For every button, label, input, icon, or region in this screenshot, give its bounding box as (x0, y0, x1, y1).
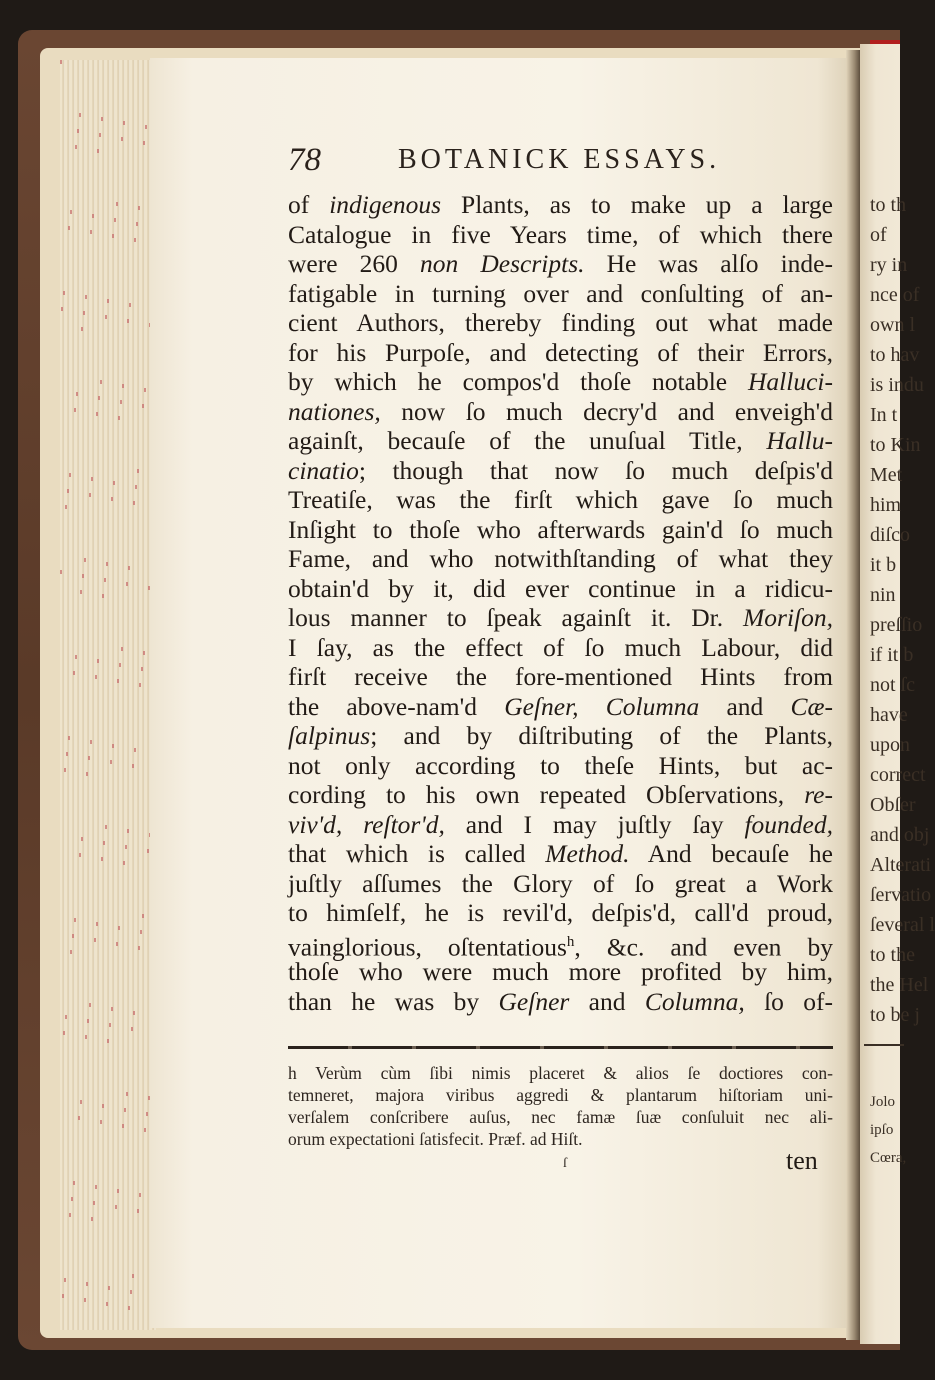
edge-speckle (117, 679, 119, 683)
edge-speckle (126, 1092, 128, 1096)
edge-speckle (121, 137, 123, 141)
edge-speckle (123, 861, 125, 865)
edge-speckle (124, 1108, 126, 1112)
facing-page-fragment: Alterati (870, 854, 932, 876)
edge-speckle (139, 683, 141, 687)
edge-speckle (121, 647, 123, 651)
edge-speckle (97, 149, 99, 153)
edge-speckle (90, 740, 92, 744)
edge-speckle (144, 1128, 146, 1132)
edge-speckle (97, 659, 99, 663)
body-line: cient Authors, thereby finding out what made (288, 308, 833, 337)
edge-speckle (133, 501, 135, 505)
facing-page-fragment: to Kin (870, 434, 921, 456)
body-line: cording to his own repeated Obſervations, re- (288, 780, 833, 809)
facing-page-fragment: Jolo (870, 1094, 896, 1110)
edge-speckle (107, 1039, 109, 1043)
edge-speckle (90, 230, 92, 234)
body-line: againſt, becauſe of the unuſual Title, Hallu- (288, 426, 833, 455)
edge-speckle (81, 327, 83, 331)
facing-page-fragment: ipſo (870, 1122, 894, 1138)
facing-page-fragment: nce of (870, 284, 920, 306)
edge-speckle (137, 469, 139, 473)
edge-speckle (135, 485, 137, 489)
edge-speckle (112, 234, 114, 238)
body-line: nationes, now ſo much decry'd and enveigh'd (288, 396, 833, 426)
edge-speckle (116, 942, 118, 946)
edge-speckle (125, 845, 127, 849)
facing-page-fragment: diſco (870, 524, 910, 546)
edge-speckle (111, 1007, 113, 1011)
edge-speckle (95, 1185, 97, 1189)
edge-speckle (80, 1100, 82, 1104)
edge-speckle (108, 1286, 110, 1290)
edge-speckle (113, 481, 115, 485)
edge-speckle (79, 853, 81, 857)
edge-speckle (74, 408, 76, 412)
edge-speckle (119, 663, 121, 667)
edge-speckle (69, 1213, 71, 1217)
facing-page (860, 44, 935, 1344)
edge-speckle (123, 121, 125, 125)
edge-speckle (61, 307, 63, 311)
facing-page-fragment: to the (870, 944, 915, 966)
edge-speckle (110, 760, 112, 764)
edge-speckle (63, 1031, 65, 1035)
facing-page-fragment: to th (870, 194, 907, 216)
body-line: were 260 non Descripts. He was alſo inde- (288, 249, 833, 278)
edge-speckle (75, 655, 77, 659)
edge-speckle (111, 497, 113, 501)
edge-speckle (92, 214, 94, 218)
edge-speckle (146, 1112, 148, 1116)
gutter (846, 50, 860, 1340)
edge-speckle (96, 412, 98, 416)
edge-speckle (102, 594, 104, 598)
edge-speckle (95, 675, 97, 679)
edge-speckle (143, 141, 145, 145)
edge-speckle (83, 311, 85, 315)
edge-speckle (145, 125, 147, 129)
body-line: than he was by Geſner and Columna, ſo of- (288, 986, 833, 1016)
facing-page-fragment: own l (870, 314, 915, 336)
body-line: thoſe who were much more profited by him, (288, 957, 833, 986)
edge-speckle (144, 388, 146, 392)
edge-speckle (63, 291, 65, 295)
facing-page-fragment: him (870, 494, 902, 516)
footnote-line: temneret, majora viribus aggredi & plantarum hiſtoriam uni- (288, 1085, 833, 1105)
facing-page-fragment: have (870, 704, 908, 726)
edge-speckle (132, 1274, 134, 1278)
facing-page-fragment: Obſer (870, 794, 916, 816)
edge-speckle (101, 117, 103, 121)
edge-speckle (74, 918, 76, 922)
facing-page-fragment: of (870, 224, 887, 246)
facing-page-fragment: if it b (870, 644, 914, 666)
edge-speckle (78, 1116, 80, 1120)
edge-speckle (68, 226, 70, 230)
edge-speckle (112, 744, 114, 748)
edge-speckle (138, 946, 140, 950)
edge-speckle (126, 582, 128, 586)
edge-speckle (82, 574, 84, 578)
running-header (288, 142, 758, 186)
body-line: firſt receive the fore-mentioned Hints from (288, 662, 833, 691)
page-number: 78 (288, 142, 321, 178)
edge-speckle (106, 1302, 108, 1306)
edge-speckle (107, 299, 109, 303)
body-line: Treatiſe, was the firſt which gave ſo much (288, 485, 833, 514)
edge-speckle (134, 748, 136, 752)
page-edges (60, 60, 156, 1330)
facing-page-fragment: Met (870, 464, 903, 486)
edge-speckle (136, 222, 138, 226)
edge-speckle (91, 477, 93, 481)
facing-page-fragment: the Hel (870, 974, 929, 996)
edge-speckle (72, 934, 74, 938)
edge-speckle (81, 837, 83, 841)
edge-speckle (104, 578, 106, 582)
body-line: of indigenous Plants, as to make up a large (288, 190, 833, 219)
edge-speckle (140, 930, 142, 934)
footnote (288, 1062, 833, 1150)
edge-speckle (109, 1023, 111, 1027)
body-line: lous manner to ſpeak againſt it. Dr. Moriſon, (288, 603, 833, 632)
body-line: for his Purpoſe, and detecting of their Errors, (288, 337, 833, 367)
body-line: to himſelf, he is revil'd, deſpis'd, call'd proud, (288, 898, 833, 927)
edge-speckle (143, 651, 145, 655)
edge-speckle (71, 1197, 73, 1201)
body-line: Catalogue in five Years time, of which there (288, 219, 833, 249)
edge-speckle (120, 400, 122, 404)
edge-speckle (99, 133, 101, 137)
edge-speckle (127, 829, 129, 833)
edge-speckle (85, 295, 87, 299)
edge-speckle (115, 1205, 117, 1209)
edge-speckle (137, 1209, 139, 1213)
edge-speckle (141, 667, 143, 671)
edge-speckle (73, 671, 75, 675)
edge-speckle (80, 590, 82, 594)
facing-page-fragment: Cœra, (870, 1150, 907, 1166)
facing-page-fragment: is indu (870, 374, 924, 396)
edge-speckle (122, 384, 124, 388)
edge-speckle (127, 319, 129, 323)
edge-speckle (65, 505, 67, 509)
edge-speckle (94, 938, 96, 942)
edge-speckle (114, 218, 116, 222)
facing-page-fragment: to hav (870, 344, 920, 366)
body-line: ſalpinus; and by diſtributing of the Plants, (288, 721, 833, 750)
edge-speckle (93, 1201, 95, 1205)
edge-speckle (66, 752, 68, 756)
facing-page-fragment: to be j (870, 1004, 920, 1026)
edge-speckle (67, 489, 69, 493)
facing-page-fragment: ry in (870, 254, 908, 276)
edge-speckle (84, 558, 86, 562)
body-line: viv'd, reſtor'd, and I may juſtly ſay founded, (288, 809, 833, 839)
signature-mark: ſ (563, 1156, 567, 1171)
edge-speckle (76, 392, 78, 396)
facing-page-fragment: ſervatio (870, 884, 932, 906)
body-line: juſtly aſſumes the Glory of ſo great a Work (288, 868, 833, 898)
edge-speckle (106, 562, 108, 566)
edge-speckle (64, 768, 66, 772)
edge-speckle (70, 210, 72, 214)
footnote-line: verſalem conſcribere auſus, nec famæ ſuæ conſuluit nec ali- (288, 1107, 833, 1127)
edge-speckle (147, 849, 149, 853)
edge-speckle (89, 1003, 91, 1007)
edge-speckle (91, 1217, 93, 1221)
edge-speckle (79, 113, 81, 117)
edge-speckle (65, 1015, 67, 1019)
edge-speckle (139, 1193, 141, 1197)
edge-speckle (73, 1181, 75, 1185)
edge-speckle (103, 841, 105, 845)
footnote-line: orum expectationi ſatisfecit. Præf. ad Hiſt. (288, 1129, 583, 1149)
edge-speckle (117, 1189, 119, 1193)
footnote-rule (288, 1046, 833, 1049)
body-line: that which is called Method. And becauſe he (288, 839, 833, 868)
edge-speckle (86, 1282, 88, 1286)
facing-page-fragment: In t (870, 404, 898, 426)
edge-speckle (138, 206, 140, 210)
edge-speckle (69, 473, 71, 477)
edge-speckle (68, 736, 70, 740)
body-line: I ſay, as the effect of ſo much Labour, did (288, 632, 833, 662)
footnote-line: h Verùm cùm ſibi nimis placeret & alios ſe doctiores con- (288, 1063, 833, 1083)
edge-speckle (142, 404, 144, 408)
body-line: the above-nam'd Geſner, Columna and Cæ- (288, 691, 833, 721)
facing-page-fragment: nin (870, 584, 896, 606)
edge-speckle (128, 566, 130, 570)
edge-speckle (101, 857, 103, 861)
edge-speckle (142, 914, 144, 918)
edge-speckle (102, 1104, 104, 1108)
edge-speckle (131, 1027, 133, 1031)
body-line: by which he compos'd thoſe notable Halluci- (288, 367, 833, 396)
edge-speckle (77, 129, 79, 133)
edge-speckle (100, 380, 102, 384)
edge-speckle (133, 1011, 135, 1015)
body-line: cinatio; though that now ſo much deſpis'd (288, 455, 833, 485)
facing-page-fragment: ſeveral l (870, 914, 935, 936)
edge-speckle (98, 396, 100, 400)
edge-speckle (130, 1290, 132, 1294)
edge-speckle (105, 315, 107, 319)
edge-speckle (88, 756, 90, 760)
edge-speckle (105, 825, 107, 829)
catchword: ten (786, 1146, 818, 1175)
facing-page-fragment: upon (870, 734, 910, 756)
body-text (288, 190, 833, 1016)
edge-speckle (75, 145, 77, 149)
edge-speckle (85, 1035, 87, 1039)
body-line: obtain'd by it, did ever continue in a ridicu- (288, 573, 833, 603)
edge-speckle (86, 772, 88, 776)
edge-speckle (118, 926, 120, 930)
edge-speckle (132, 764, 134, 768)
edge-speckle (122, 1124, 124, 1128)
facing-page-fragment: correct (870, 764, 926, 786)
edge-speckle (62, 1294, 64, 1298)
edge-speckle (128, 1306, 130, 1310)
edge-speckle (96, 922, 98, 926)
edge-speckle (129, 303, 131, 307)
edge-speckle (118, 416, 120, 420)
edge-speckle (84, 1298, 86, 1302)
body-line: Inſight to thoſe who afterwards gain'd ſo much (288, 514, 833, 544)
edge-speckle (64, 1278, 66, 1282)
facing-page-fragment: not ſc (870, 674, 915, 696)
facing-page-fragment: it b (870, 554, 897, 576)
body-line: fatigable in turning over and conſulting of an- (288, 278, 833, 308)
edge-speckle (100, 1120, 102, 1124)
body-line: not only according to theſe Hints, but ac- (288, 750, 833, 780)
running-title: BOTANICK ESSAYS. (398, 144, 721, 175)
edge-speckle (87, 1019, 89, 1023)
edge-speckle (116, 202, 118, 206)
body-line: Fame, and who notwithſtanding of what they (288, 544, 833, 573)
edge-speckle (89, 493, 91, 497)
edge-speckle (60, 60, 62, 64)
edge-speckle (134, 238, 136, 242)
facing-page-fragment: and obj (870, 824, 930, 846)
edge-speckle (60, 570, 62, 574)
facing-page-fragment: preſſio (870, 614, 923, 636)
body-line: vainglorious, oſtentatious$^h$, &c. and even by (288, 932, 833, 961)
facing-page-rule (864, 1044, 904, 1046)
edge-speckle (70, 950, 72, 954)
